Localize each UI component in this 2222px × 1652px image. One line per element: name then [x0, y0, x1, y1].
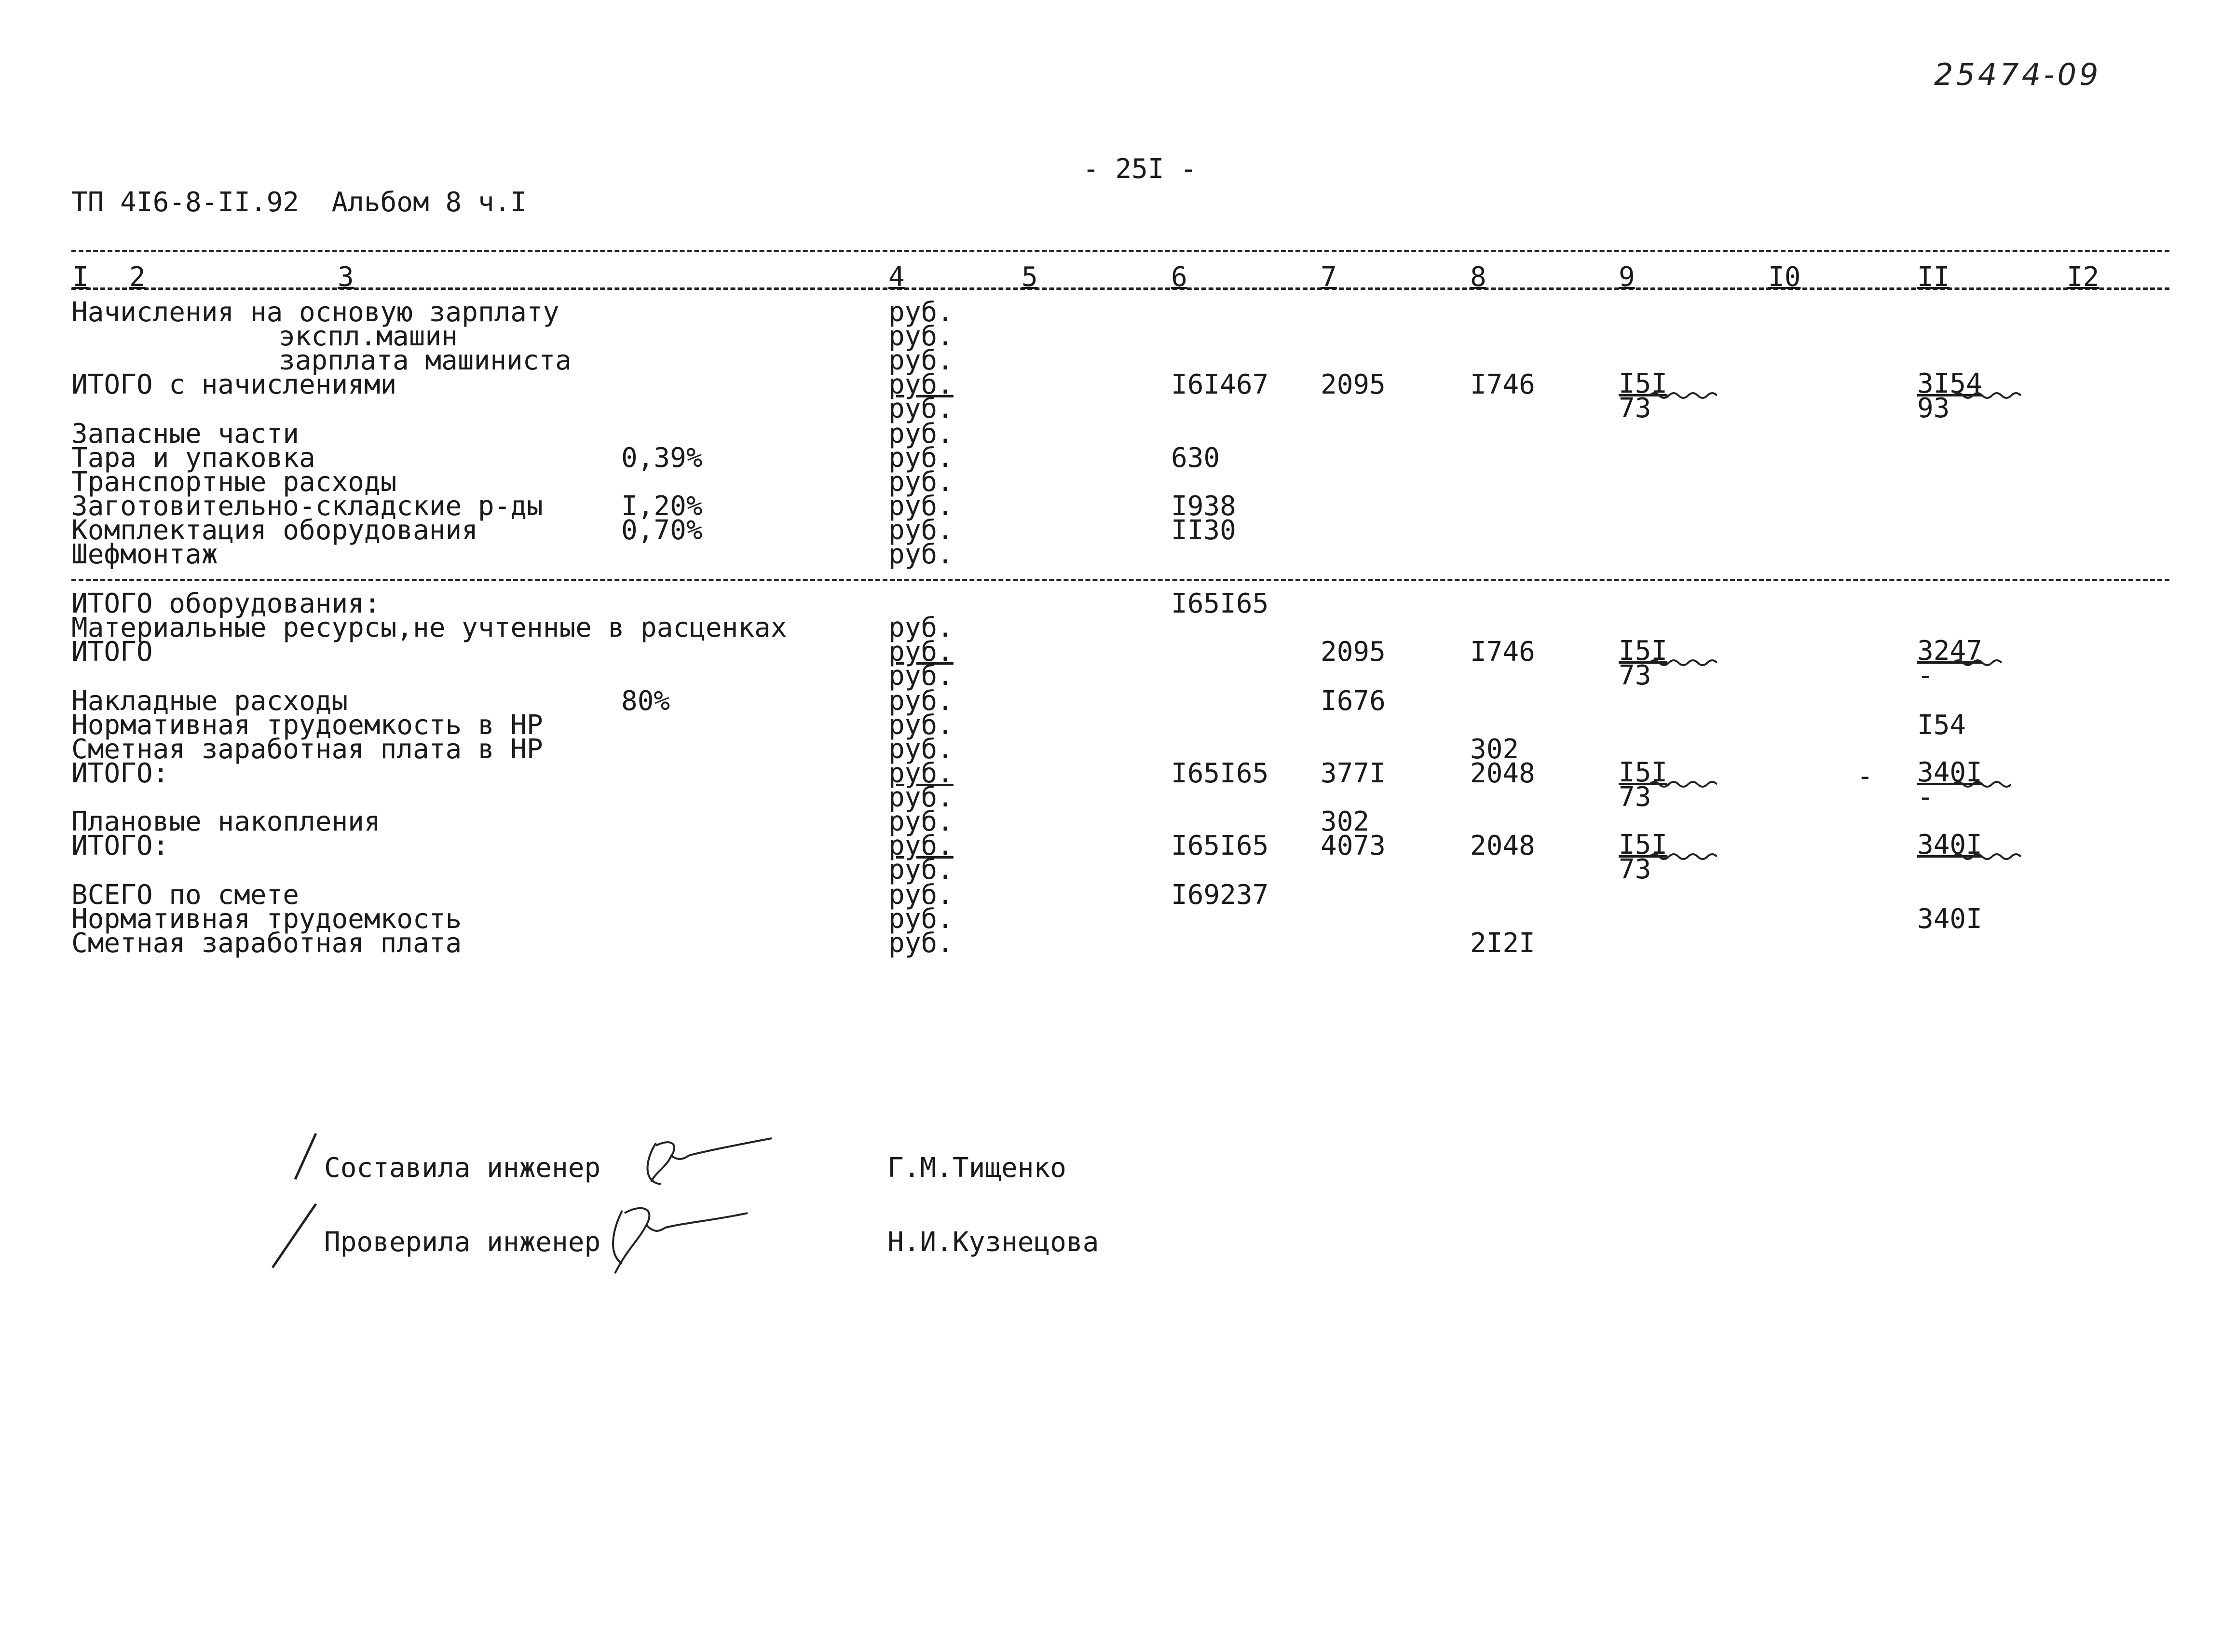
- fraction-numerator: I5I: [1619, 757, 1668, 788]
- unit-cell: руб.: [888, 806, 954, 837]
- document-number: 25474-09: [1934, 57, 2101, 92]
- wavy-underline-mark: [1953, 778, 2011, 790]
- unit-cell: руб.: [888, 369, 954, 400]
- percent-value: 0,70%: [621, 515, 703, 546]
- document-header: ТП 4I6-8-II.92 Альбом 8 ч.I: [71, 187, 527, 218]
- compiled-by-label: Составила инженер: [324, 1152, 601, 1184]
- wavy-underline-mark: [1649, 657, 1717, 669]
- fraction-denominator: -: [1917, 781, 1934, 813]
- column-number: 9: [1619, 261, 1635, 293]
- column-number: 7: [1321, 261, 1337, 293]
- column-header-rule: [71, 287, 2169, 290]
- row-label: ВСЕГО по смете: [71, 879, 300, 911]
- column-number: 2: [129, 261, 146, 293]
- unit-cell: руб.: [888, 830, 954, 861]
- unit-cell: руб.: [888, 466, 954, 498]
- unit-cell: руб.: [888, 903, 954, 935]
- unit-cell: руб.: [888, 636, 954, 668]
- value-cell: 2048: [1470, 830, 1535, 861]
- fraction-numerator: I5I: [1619, 368, 1668, 399]
- row-label: Тара и упаковка: [71, 442, 315, 474]
- row-label: зарплата машиниста: [279, 345, 572, 376]
- unit-cell: руб.: [888, 612, 954, 643]
- wavy-underline-mark: [1649, 778, 1717, 790]
- unit-cell: руб.: [888, 854, 954, 886]
- wavy-underline-mark: [1649, 390, 1717, 401]
- value-cell: 2I2I: [1470, 928, 1535, 959]
- fraction-denominator: 93: [1917, 393, 1950, 424]
- row-label: ИТОГО:: [71, 758, 169, 789]
- row-label: Сметная заработная плата: [71, 928, 462, 959]
- row-label: Нормативная трудоемкость: [71, 903, 462, 935]
- column-number: 5: [1022, 261, 1038, 293]
- unit-cell: руб.: [888, 928, 954, 959]
- compiled-by-name: Г.М.Тищенко: [887, 1152, 1066, 1184]
- value-cell: I746: [1470, 636, 1535, 668]
- unit-cell: руб.: [888, 710, 954, 741]
- percent-value: 80%: [621, 685, 670, 717]
- column-number: I0: [1768, 261, 1801, 293]
- wavy-underline-mark: [1953, 851, 2026, 862]
- row-label: Запасные части: [71, 418, 300, 450]
- unit-cell: руб.: [888, 734, 954, 765]
- value-cell: I65I65: [1171, 830, 1269, 861]
- check-mark: [268, 1200, 321, 1272]
- unit-cell: руб.: [888, 418, 954, 450]
- unit-cell: руб.: [888, 879, 954, 911]
- unit-cell: руб.: [888, 491, 954, 522]
- unit-cell: руб.: [888, 758, 954, 789]
- value-cell: 4073: [1321, 830, 1386, 861]
- value-cell: 2048: [1470, 758, 1535, 789]
- checked-by-label: Проверила инженер: [324, 1227, 601, 1258]
- signature-compiled: [637, 1129, 781, 1191]
- column-number: I2: [2067, 261, 2099, 293]
- wavy-underline-mark: [1953, 390, 2026, 401]
- unit-cell: руб.: [888, 515, 954, 546]
- value-cell: I65I65: [1171, 588, 1269, 619]
- checked-by-name: Н.И.Кузнецова: [887, 1227, 1099, 1258]
- table-top-rule: [71, 250, 2169, 252]
- column-number: 8: [1470, 261, 1486, 293]
- column-number: 3: [338, 261, 354, 293]
- fraction-numerator: 3I54: [1917, 368, 1982, 399]
- value-cell: I6I467: [1171, 369, 1269, 400]
- row-label: Транспортные расходы: [71, 466, 397, 498]
- row-label: ИТОГО: [71, 636, 153, 668]
- row-label: ИТОГО:: [71, 830, 169, 861]
- unit-cell: руб.: [888, 685, 954, 717]
- unit-cell: руб.: [888, 442, 954, 474]
- column-number: 4: [888, 261, 905, 293]
- row-label: Шефмонтаж: [71, 539, 218, 570]
- value-cell: -: [1857, 761, 1873, 792]
- value-cell: I676: [1321, 685, 1386, 717]
- signature-checked: [603, 1191, 757, 1278]
- row-label: ИТОГО оборудования:: [71, 588, 381, 619]
- row-label: Сметная заработная плата в НР: [71, 734, 543, 765]
- unit-cell: руб.: [888, 660, 954, 692]
- column-number: I: [72, 261, 89, 293]
- row-label: Начисления на основую зарплату: [71, 297, 559, 328]
- value-cell: I69237: [1171, 879, 1269, 911]
- value-cell: 630: [1171, 442, 1220, 474]
- row-label: Нормативная трудоемкость в НР: [71, 710, 543, 741]
- row-label: Материальные ресурсы,не учтенные в расценках: [71, 612, 787, 643]
- fraction-denominator: -: [1917, 660, 1934, 691]
- column-number: 6: [1171, 261, 1187, 293]
- wavy-underline-mark: [1649, 851, 1717, 862]
- fraction-denominator: 73: [1619, 781, 1651, 813]
- value-cell: II30: [1171, 515, 1236, 546]
- fraction-denominator: 73: [1619, 854, 1651, 885]
- check-mark: [289, 1131, 318, 1184]
- fraction-numerator: I5I: [1619, 829, 1668, 860]
- row-label: Заготовительно-складские р-ды: [71, 491, 543, 522]
- row-label: Накладные расходы: [71, 685, 348, 717]
- fraction-numerator: 340I: [1917, 829, 1982, 860]
- fraction-numerator: 3247: [1917, 635, 1982, 667]
- percent-value: I,20%: [621, 491, 703, 522]
- row-label: Плановые накопления: [71, 806, 381, 837]
- value-cell: 340I: [1917, 903, 1982, 935]
- row-label: ИТОГО с начислениями: [71, 369, 397, 400]
- value-cell: 2095: [1321, 636, 1386, 668]
- value-cell: 302: [1321, 806, 1370, 837]
- wavy-underline-mark: [1953, 657, 2006, 669]
- unit-cell: руб.: [888, 345, 954, 376]
- row-label: Комплектация оборудования: [71, 515, 478, 546]
- page-number: - 25I -: [1083, 153, 1197, 185]
- value-cell: 302: [1470, 734, 1519, 765]
- column-number: II: [1917, 261, 1950, 293]
- row-label: экспл.машин: [279, 321, 458, 352]
- value-cell: I65I65: [1171, 758, 1269, 789]
- section-divider-rule: [71, 579, 2169, 581]
- unit-cell: руб.: [888, 539, 954, 570]
- value-cell: I746: [1470, 369, 1535, 400]
- percent-value: 0,39%: [621, 442, 703, 474]
- value-cell: 377I: [1321, 758, 1386, 789]
- fraction-denominator: 73: [1619, 393, 1651, 424]
- value-cell: 2095: [1321, 369, 1386, 400]
- unit-cell: руб.: [888, 297, 954, 328]
- fraction-numerator: I5I: [1619, 635, 1668, 667]
- fraction-numerator: 340I: [1917, 757, 1982, 788]
- value-cell: I54: [1917, 710, 1966, 741]
- unit-cell: руб.: [888, 321, 954, 352]
- unit-cell: руб.: [888, 393, 954, 424]
- value-cell: I938: [1171, 491, 1236, 522]
- fraction-denominator: 73: [1619, 660, 1651, 691]
- unit-cell: руб.: [888, 782, 954, 813]
